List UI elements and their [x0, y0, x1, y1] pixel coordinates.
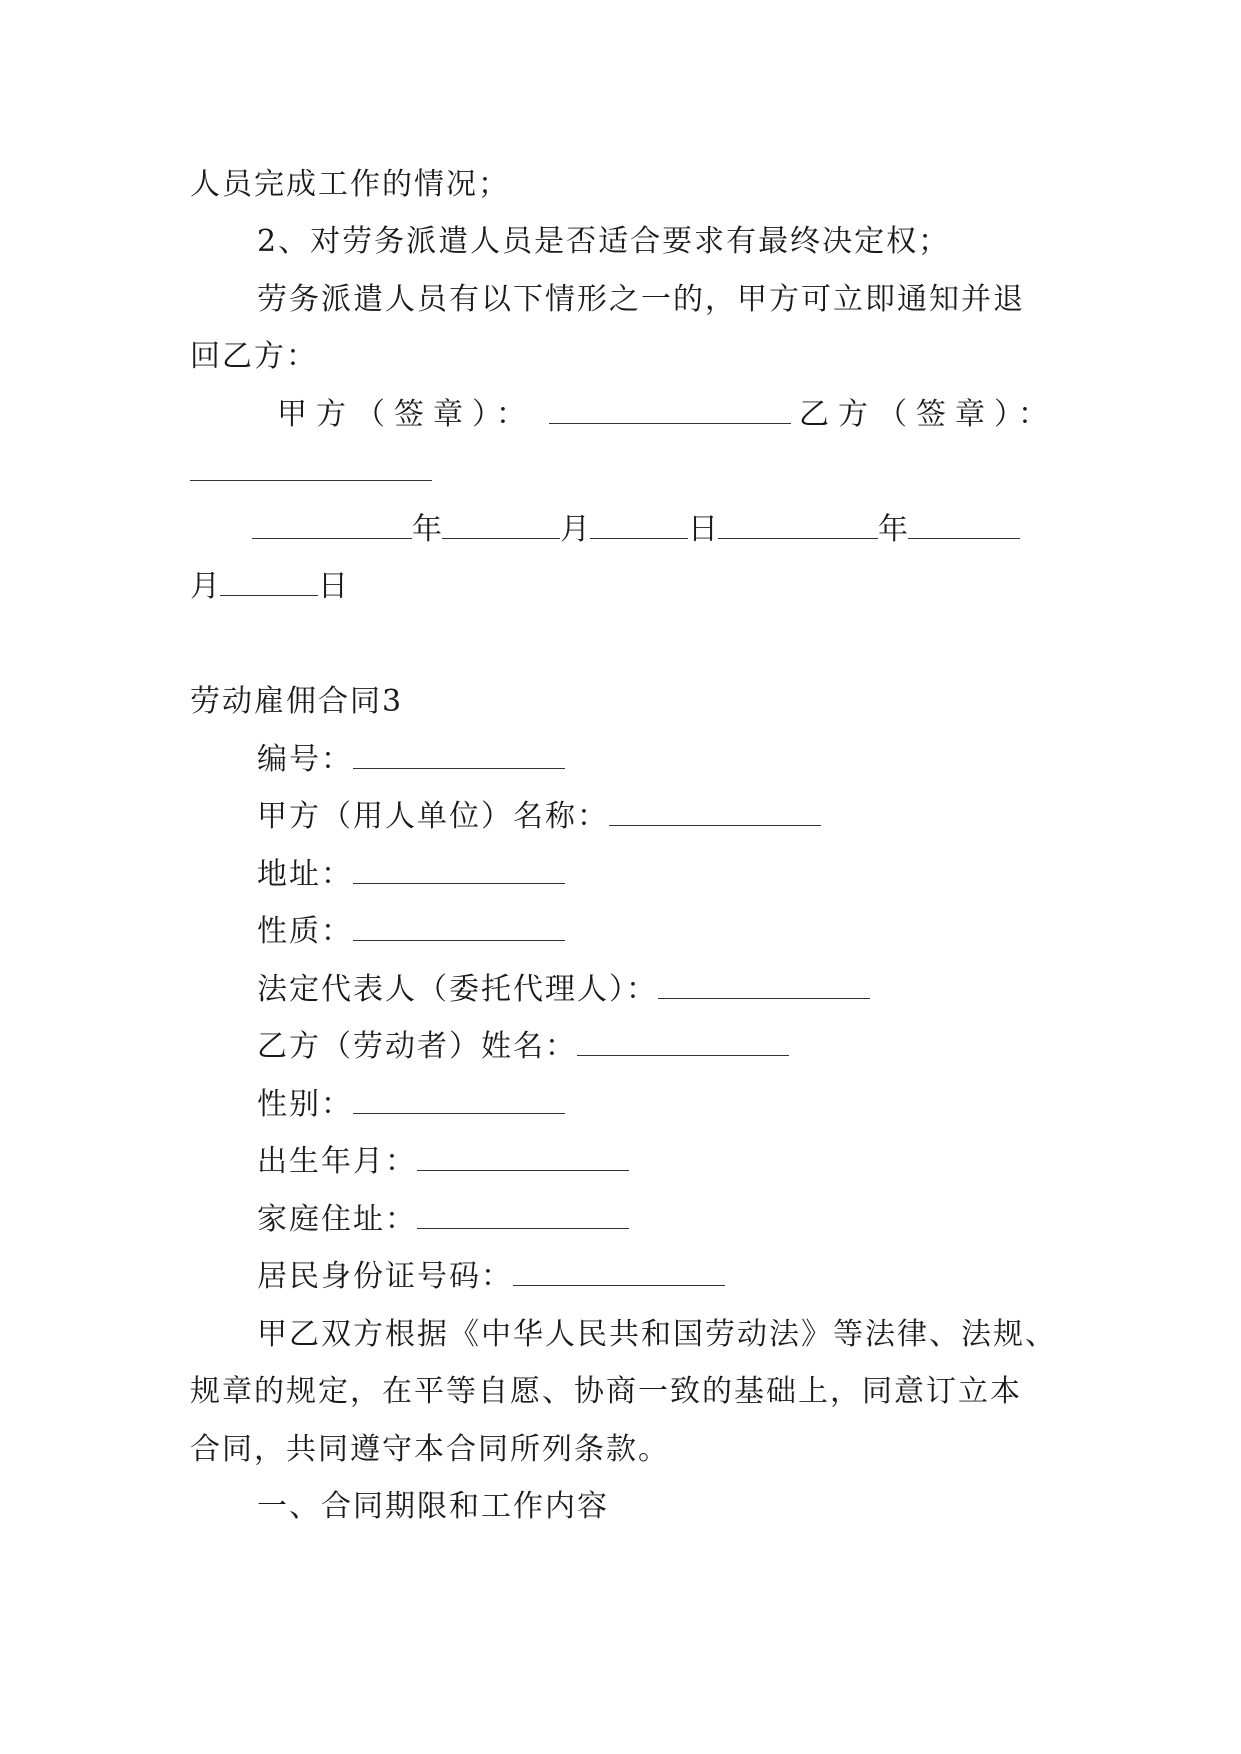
field-id-number: [0, 1257, 1241, 1297]
field-gender-label: 性别：: [257, 1087, 353, 1122]
signature-line: [0, 395, 1241, 435]
field-id-number-label: 居民身份证号码：: [257, 1259, 513, 1294]
return-clause-line-2: 回乙方：: [190, 339, 318, 374]
year-label-a: 年: [412, 512, 442, 547]
field-address: [0, 855, 1241, 895]
preamble-line-1: 甲乙双方根据《中华人民共和国劳动法》等法律、法规、: [257, 1317, 1057, 1352]
field-address-blank: [353, 855, 565, 884]
party-b-signature-blank: [190, 452, 432, 481]
field-birth-blank: [417, 1142, 629, 1171]
section-1-heading: 一、合同期限和工作内容: [257, 1489, 609, 1524]
date-line-1: [0, 510, 1241, 550]
field-employer-name-label: 甲方（用人单位）名称：: [257, 799, 609, 834]
party-b-signature-blank-line: [0, 452, 1241, 492]
year-blank-a: [252, 510, 412, 539]
year-label-b: 年: [878, 512, 908, 547]
day-blank-b: [220, 567, 318, 596]
field-gender: [0, 1085, 1241, 1125]
field-address-label: 地址：: [257, 857, 353, 892]
year-blank-b: [718, 510, 878, 539]
field-nature-label: 性质：: [257, 914, 353, 949]
month-blank-a: [442, 510, 560, 539]
field-nature: [0, 912, 1241, 952]
field-legal-rep-label: 法定代表人（委托代理人）：: [257, 972, 658, 1007]
month-label-b: 月: [190, 569, 220, 604]
field-number: [0, 740, 1241, 780]
field-home-address: [0, 1200, 1241, 1240]
preamble-line-2: 规章的规定，在平等自愿、协商一致的基础上，同意订立本: [190, 1374, 1022, 1409]
field-employee-name: [0, 1027, 1241, 1067]
month-blank-b-partial: [908, 510, 1020, 539]
field-legal-rep: [0, 970, 1241, 1010]
month-label-a: 月: [560, 512, 590, 547]
field-home-address-blank: [417, 1200, 629, 1229]
return-clause-line-1: 劳务派遣人员有以下情形之一的，甲方可立即通知并退: [257, 282, 1025, 317]
day-label-b: 日: [318, 569, 348, 604]
preamble-line-3: 合同，共同遵守本合同所列条款。: [190, 1432, 670, 1467]
day-label-a: 日: [688, 512, 718, 547]
party-a-signature-blank: [549, 395, 791, 424]
field-employee-name-label: 乙方（劳动者）姓名：: [257, 1029, 577, 1064]
field-birth: [0, 1142, 1241, 1182]
field-gender-blank: [353, 1085, 565, 1114]
field-employee-name-blank: [577, 1027, 789, 1056]
field-legal-rep-blank: [658, 970, 870, 999]
field-number-blank: [353, 740, 565, 769]
party-a-signature-label: 甲方（签章）：: [277, 397, 535, 432]
clause-2: 2、对劳务派遣人员是否适合要求有最终决定权；: [257, 224, 951, 259]
field-number-label: 编号：: [257, 742, 353, 777]
field-home-address-label: 家庭住址：: [257, 1202, 417, 1237]
party-b-signature-label: 乙方（签章）：: [799, 397, 1057, 432]
continuation-line-1: 人员完成工作的情况；: [190, 167, 510, 202]
date-line-2: [0, 567, 1241, 607]
contract-title: 劳动雇佣合同3: [190, 684, 404, 719]
field-employer-name: [0, 797, 1241, 837]
day-blank-a: [590, 510, 688, 539]
field-birth-label: 出生年月：: [257, 1144, 417, 1179]
field-employer-name-blank: [609, 797, 821, 826]
field-nature-blank: [353, 912, 565, 941]
field-id-number-blank: [513, 1257, 725, 1286]
